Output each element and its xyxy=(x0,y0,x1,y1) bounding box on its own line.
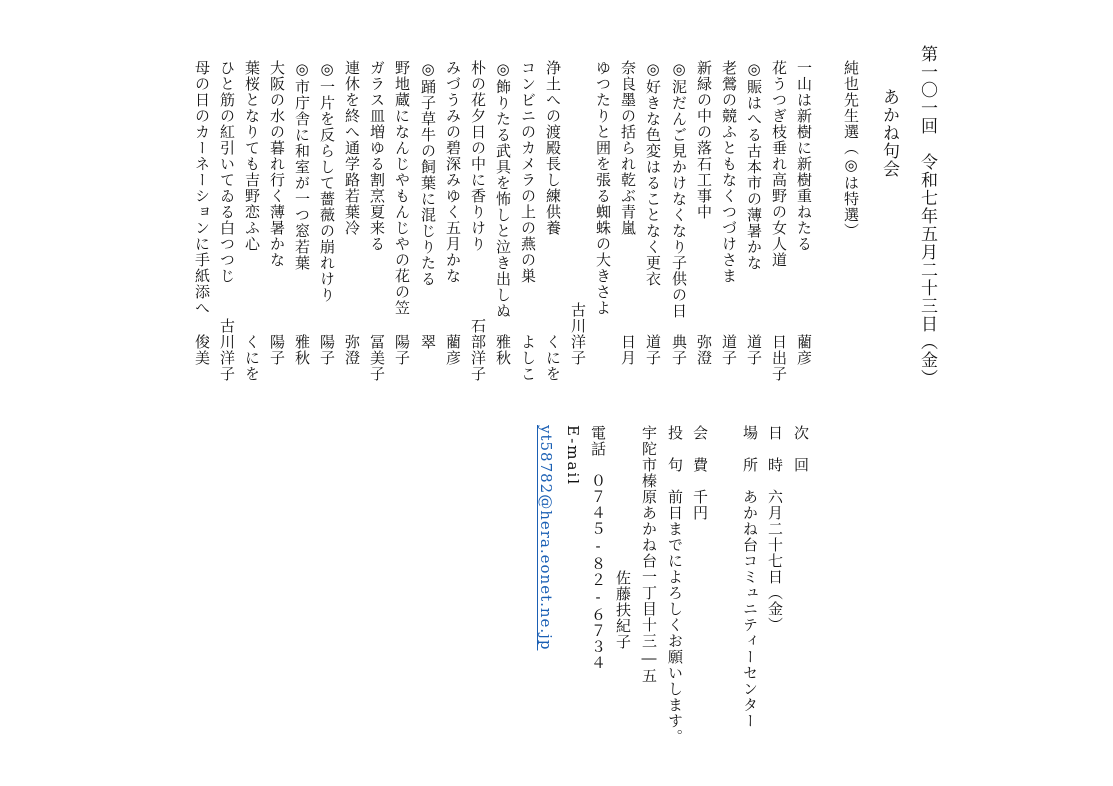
contact-name: 佐藤扶紀子 xyxy=(614,570,632,650)
haiku-text: 老鶯の競ふともなくつづけさま xyxy=(720,60,738,284)
haiku-text: ◎踊子草牛の飼葉に混じりたる xyxy=(419,60,437,287)
haiku-author: 石部洋子 xyxy=(469,318,487,382)
haiku-text: 奈良墨の括られ乾ぶ青嵐 xyxy=(619,60,637,236)
haiku-author: 道子 xyxy=(720,334,738,366)
haiku-author: 冨美子 xyxy=(368,334,386,382)
haiku-text: 母の日のカーネーションに手紙添へ xyxy=(193,60,211,316)
haiku-author: 藺彦 xyxy=(444,334,462,366)
haiku-author: よしこ xyxy=(519,334,537,382)
haiku-author: 陽子 xyxy=(318,334,336,366)
group-name: あかね句会 xyxy=(879,88,899,178)
haiku-text: ◎一片を反らして薔薇の崩れけり xyxy=(318,60,336,303)
info-label-venue: 場 所 xyxy=(741,425,759,473)
contact-address: 宇陀市榛原あかね台一丁目十三―五 xyxy=(640,425,658,684)
info-value-submission: 前日までによろしくお願いします。 xyxy=(666,489,684,745)
haiku-author: 弥澄 xyxy=(695,334,713,366)
info-label-submission: 投 句 xyxy=(666,425,684,473)
info-value-datetime: 六月二十七日（金） xyxy=(766,489,784,633)
haiku-text: 大阪の水の暮れ行く薄暑かな xyxy=(268,60,286,268)
info-value-fee: 千円 xyxy=(691,489,709,521)
haiku-author: くにを xyxy=(544,334,562,382)
haiku-text: ◎賑はへる古本市の薄暑かな xyxy=(745,60,763,271)
haiku-text: 野地蔵になんじやもんじやの花の笠 xyxy=(393,60,411,316)
haiku-text: 浄土への渡殿長し練供養 xyxy=(544,60,562,236)
info-label-fee: 会 費 xyxy=(691,425,709,473)
haiku-text: ガラス皿増ゆる割烹夏来る xyxy=(368,60,386,252)
haiku-text: 朴の花夕日の中に香りけり xyxy=(469,60,487,252)
haiku-author: 道子 xyxy=(745,334,763,366)
haiku-text: 新緑の中の落石工事中 xyxy=(695,60,713,220)
haiku-text: ゆつたりと囲を張る蜘蛛の大きさよ xyxy=(594,60,612,316)
haiku-text: ひと筋の紅引いてゐる白つつじ xyxy=(218,60,236,284)
haiku-author: 陽子 xyxy=(268,334,286,366)
haiku-author: 古川洋子 xyxy=(218,318,236,382)
haiku-text: みづうみの碧深みゆく五月かな xyxy=(444,60,462,284)
haiku-text: ◎好きな色変はることなく更衣 xyxy=(644,60,662,287)
haiku-text: ◎市庁舎に和室が一つ窓若葉 xyxy=(293,60,311,271)
haiku-author: くにを xyxy=(243,334,261,382)
haiku-author: 雅秋 xyxy=(293,334,311,366)
haiku-text: ◎泥だんご見かけなくなり子供の日 xyxy=(670,60,688,319)
email-label: E-mail xyxy=(564,425,582,487)
haiku-text: ◎飾りたる武具を怖しと泣き出しぬ xyxy=(494,60,512,319)
haiku-text: 一山は新樹に新樹重ねたる xyxy=(795,60,813,252)
haiku-author: 陽子 xyxy=(393,334,411,366)
haiku-author: 雅秋 xyxy=(494,334,512,366)
phone-label: 電話 xyxy=(589,425,607,457)
section-header: 純也先生選（◎は特選） xyxy=(842,60,860,239)
info-label-datetime: 日 時 xyxy=(766,425,784,473)
haiku-author: 道子 xyxy=(644,334,662,366)
haiku-author: 俊美 xyxy=(193,334,211,366)
haiku-author: 日月 xyxy=(619,334,637,366)
haiku-author: 藺彦 xyxy=(795,334,813,366)
next-meeting-heading: 次 回 xyxy=(792,425,810,473)
page-title: 第一〇一回 令和七年五月二十三日（金） xyxy=(917,45,937,387)
haiku-author: 弥澄 xyxy=(343,334,361,366)
haiku-author: 翠 xyxy=(419,334,437,350)
email-link[interactable]: yt58782@hera.eonet.ne.jp xyxy=(537,425,555,651)
haiku-author: 古川洋子 xyxy=(569,302,587,366)
haiku-text: 花うつぎ枝垂れ高野の女人道 xyxy=(770,60,788,268)
haiku-text: コンビニのカメラの上の燕の巣 xyxy=(519,60,537,284)
haiku-author: 日出子 xyxy=(770,334,788,382)
info-value-venue: あかね台コミュニティーセンター xyxy=(741,489,759,729)
haiku-text: 連休を終へ通学路若葉冷 xyxy=(343,60,361,236)
haiku-author: 典子 xyxy=(670,334,688,366)
phone-number: ０７４５‐８２‐６７３４ xyxy=(589,473,607,671)
haiku-text: 葉桜となりても吉野恋ふ心 xyxy=(243,60,261,252)
